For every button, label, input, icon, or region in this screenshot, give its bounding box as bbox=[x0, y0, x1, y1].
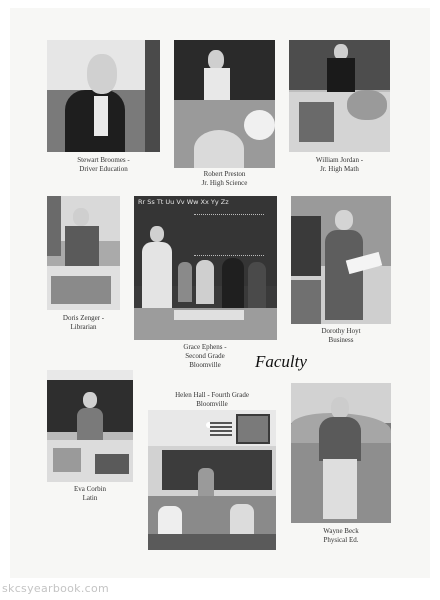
photo-grace-ephens bbox=[134, 196, 277, 340]
photo-dorothy-hoyt bbox=[291, 196, 391, 324]
caption-wayne-beck: Wayne Beck Physical Ed. bbox=[323, 527, 359, 544]
photo-helen-hall bbox=[148, 410, 276, 550]
flag-icon bbox=[210, 422, 232, 436]
watermark: skcsyearbook.com bbox=[2, 582, 110, 595]
chalkboard-alphabet: Rr Ss Tt Uu Vv Ww Xx Yy Zz bbox=[138, 198, 229, 206]
photo-robert-preston bbox=[174, 40, 275, 168]
caption-stewart-broomes: Stewart Broomes - Driver Education bbox=[77, 156, 130, 173]
caption-eva-corbin: Eva Corbin Latin bbox=[73, 485, 107, 502]
caption-doris-zenger: Doris Zenger - Librarian bbox=[62, 314, 105, 331]
photo-william-jordan bbox=[289, 40, 390, 152]
caption-grace-ephens: Grace Ephens - Second Grade Bloomville bbox=[183, 343, 227, 369]
photo-stewart-broomes bbox=[47, 40, 160, 152]
caption-william-jordan: William Jordan - Jr. High Math bbox=[315, 156, 364, 173]
caption-dorothy-hoyt: Dorothy Hoyt Business bbox=[321, 327, 361, 344]
caption-robert-preston: Robert Preston Jr. High Science bbox=[201, 170, 248, 187]
section-title: Faculty bbox=[255, 352, 307, 371]
photo-doris-zenger bbox=[47, 196, 120, 310]
photo-wayne-beck bbox=[291, 383, 391, 523]
photo-eva-corbin bbox=[47, 370, 133, 482]
caption-helen-hall: Helen Hall - Fourth Grade Bloomville bbox=[175, 391, 249, 408]
